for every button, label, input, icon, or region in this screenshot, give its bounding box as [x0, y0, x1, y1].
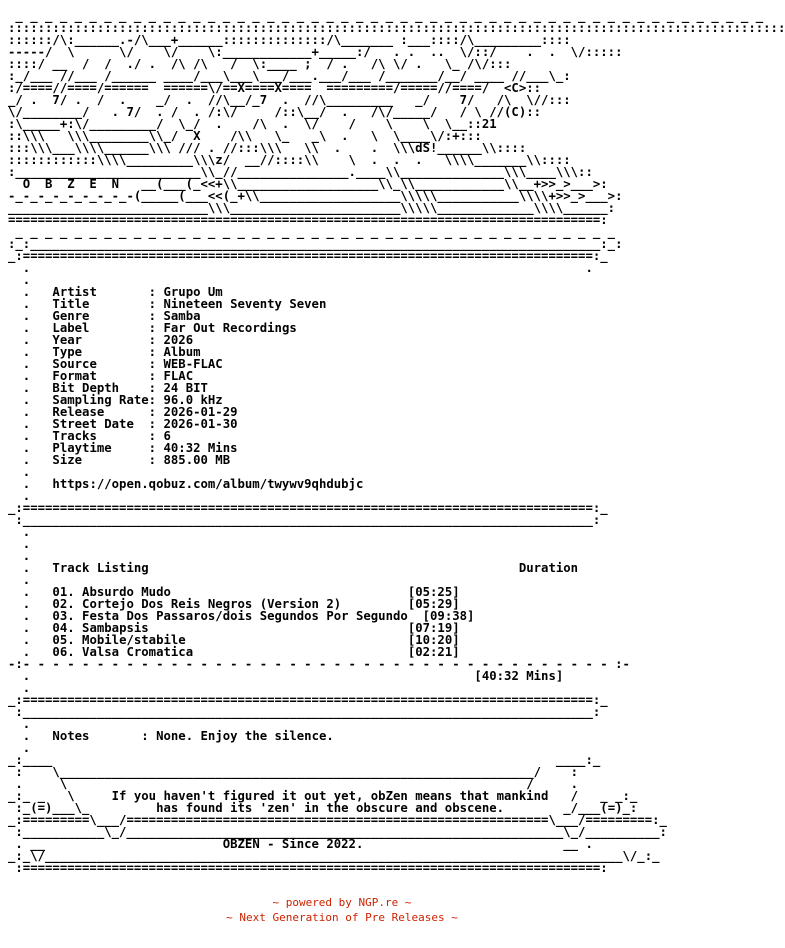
track-number: 06.: [52, 645, 75, 659]
nfo-document: _ _ _ _ _ _ _ _ _ _ _ _ _ _ _ _ _ _ _ _ _ _ _ _ _ _ _ _ _ _ _ _ _ _ _ _ _ _ _ _ _ _ _ _ _ _ _ _ _ _ _ ::::::::::::::::::::::::::::::::::::::::::::::::::::::::::::::::::::::::::::::::::::::::::::::::::::::::: ::::::/\:______.-/\___+______::::::::::::::/\_______ :___::::/\_________:::: -----/ \ \/ \/ \:____________+_____:/ . . .. \/::/ . . \/::::: ::::/ __ / / ./ . /\ /\ / \:____ ; / . /\ \/ . \_ /\/::: :_/___ //___ /______ ____/___\___\___/___.___/___ /_______/__/ ____ //___\_: :/====//====/====== ======\/==X====X==== =========/=====//====/ <C>:: _/ . 7/ . / . _/ . //\__/_7 . //\_________ _/ 7/ /\ \//::: \/________/ . 7/ . / . /:\/ /::\__/ . /\/_____/ / \ //(C):: :\_____+:\/_________/ \_/ . /\ . \/ / \ \ \__::21 ::\\\ \\\________\\_/ X /\\ \_ _\ . \ \____\/:+::: :::\\\___\\\\______\\\ /// . //:::\\\ \\ . . \\\dS!______\\:::: ::::::::::::\\\\_________\\\z/ __//::::\\ \ . . . \\\\_______\\:::: :_________________________\\_//_______________.____\\______________\\\____\\\:: O B Z E N __(___(_<<+\\___________________\\_\\____________\\__+>>_>___>: -_-_-_-_-_-_-_-_-(_____(___<<(_+\\___________________\\\\\___________\\\\+>>_>___>: ___________________________\\\_______________________\\\\\_____________\\\\______: ================================================================================: _ _ _ _ _ _ _ _ _ _ _ _ _ _ _ _ _ _ _ _ _ _ _ _ _ _ _ _ _ _ _ _ _ _ _ _ _ _ _ _ _ :_:_____________________________________________________________________________:_: _:=============================================================================:_ . . . . Artist : Grupo Um . Title : Nineteen Seventy Seven . Genre : Samba . Label : Far Out Recordings . Year : 2026 . Type : Album . Source : WEB-FLAC . Format : FLAC . Bit Depth : 24 BIT . Sampling Rate: 96.0 kHz . Release : 2026-01-29 . Street Date : 2026-01-30 . Tracks : 6 . Playtime : 40:32 Mins . Size : 885.00 MB . . https://open.qobuz.com/album/twywv9qhdubjc . _:=============================================================================:_ :_____________________________________________________________________________: . . . . Track Listing Duration . . 01. Absurdo Mudo [05:25] . 02. Cortejo Dos Reis Negros (Version 2) [05:29] . 03. Festa Dos Passaros/dois Segundos Por Segundo [09:38] . 04. Sambapsis [07:19] . 05. Mobile/stabile [10:20] . 06. Valsa Cromatica [02:21] -:- - - - - - - - - - - - - - - - - - - - - - - - - - - - - - - - - - - - - - - - :- . [40:32 Mins] . _:=============================================================================:_ :_____________________________________________________________________________: . . Notes : None. Enjoy the silence. . _:____ ____:_ : \________________________________________________________________/ : . \ / . _:_ _ \ If you haven't figured it out yet, obZen means that mankind / _ _:_ :_(=)___\_ has found its 'zen' in the obscure and obscene. _/___(=)_: _:=========\___/=========================================================\___/=========:_ :___________\_/___________________________________________________________\_/__________: . __ OBZEN - Since 2022. __ . _:_\/______________________________________________________________________________\/_:_ :==============================================================================:: [8, 9, 785, 875]
track-number: 03.: [52, 609, 75, 623]
info-label: Year: [52, 333, 149, 347]
track-number: 01.: [52, 585, 75, 599]
info-label: Playtime: [52, 441, 149, 455]
info-value: WEB-FLAC: [163, 357, 223, 371]
track-title: Valsa Cromatica: [82, 645, 194, 659]
track-duration: [09:38]: [422, 609, 475, 623]
banner-art: _ _ _ _ _ _ _ _ _ _ _ _ _ _ _ _ _ _ _ _ _ _ _ _ _ _ _ _ _ _ _ _ _ _ _ _ _ _ _ _ _ _ _ _ _ _ _ _ _ _ _ ::::::::::::::::::::::::::::::::::::::::::::::::::::::::::::::::::::::::::::::::::::::::::::::::::::::::: ::::::/\:______.-/\___+______::::::::::::::/\_______ :___::::/\_________:::: -----/ \ \/ \/ \:____________+_____:/ . . .. \/::/ . . \/::::: ::::/ __ / / ./ . /\ /\ / \:____ ; / . /\ \/ . \_ /\/::: :_/___ //___ /______ ____/___\___\___/___.___/___ /_______/__/ ____ //___\_: :/====//====/====== ======\/==X====X==== =========/=====//====/ <C>:: _/ . 7/ . / . _/ . //\__/_7 . //\_________ _/ 7/ /\ \//::: \/________/ . 7/ . / . /:\/ /::\__/ . /\/_____/ / \ //(C):: :\_____+:\/_________/ \_/ . /\ . \/ / \ \ \__::21 ::\\\ \\\________\\_/ X /\\ \_ _\ . \ \____\/:+::: :::\\\___\\\\______\\\ /// . //:::\\\ \\ . . \\\dS!______\\:::: ::::::::::::\\\\_________\\\z/ __//::::\\ \ . . . \\\\_______\\:::: :_________________________\\_//_______________.____\\______________\\\____\\\:: O B Z E N __(___(_<<+\\___________________\\_\\____________\\__+>>_>___>: -_-_-_-_-_-_-_-_-(_____(___<<(_+\\___________________\\\\\___________\\\\+>>_>___>: ___________________________\\\_______________________\\\\\_____________\\\\______: ================================================================================:: [8, 9, 785, 227]
track-title: Sambapsis: [82, 621, 149, 635]
total-playtime: [40:32 Mins]: [474, 669, 564, 683]
track-number: 02.: [52, 597, 75, 611]
track-duration: [07:19]: [407, 621, 460, 635]
info-value: 885.00 MB: [163, 453, 231, 467]
track-duration: [10:20]: [407, 633, 460, 647]
info-label: Type: [52, 345, 149, 359]
info-label: Artist: [52, 285, 149, 299]
info-value: 2026-01-30: [163, 417, 238, 431]
info-label: Bit Depth: [52, 381, 149, 395]
duration-header: Duration: [518, 561, 579, 575]
track-duration: [05:25]: [407, 585, 460, 599]
quote-line-1: If you haven't figured it out yet, obZen means that mankind: [111, 789, 549, 803]
track-duration: [05:29]: [407, 597, 460, 611]
info-value: Grupo Um: [163, 285, 223, 299]
info-value: Album: [163, 345, 201, 359]
info-label: Size: [52, 453, 149, 467]
info-label: Source: [52, 357, 149, 371]
footer-powered-by: [0, 896, 700, 910]
track-duration: [02:21]: [407, 645, 460, 659]
footer-line-1: ~ powered by NGP.re ~: [272, 896, 412, 909]
quote-line-2: has found its 'zen' in the obscure and obscene.: [156, 801, 505, 815]
info-value: 96.0 kHz: [163, 393, 223, 407]
info-label: Tracks: [52, 429, 149, 443]
info-label: Label: [52, 321, 149, 335]
info-value: Nineteen Seventy Seven: [163, 297, 327, 311]
album-url-link[interactable]: https://open.qobuz.com/album/twywv9qhdubjc: [52, 477, 364, 491]
notes-label: Notes: [52, 729, 90, 743]
info-value: FLAC: [163, 369, 194, 383]
info-label: Format: [52, 369, 149, 383]
info-label: Genre: [52, 309, 149, 323]
footer-tagline: [0, 911, 700, 925]
track-title: Absurdo Mudo: [82, 585, 171, 599]
info-label: Release: [52, 405, 149, 419]
info-value: 24 BIT: [163, 381, 208, 395]
info-label: Street Date: [52, 417, 149, 431]
info-value: 2026-01-29: [163, 405, 238, 419]
track-number: 04.: [52, 621, 75, 635]
footer-line-2: ~ Next Generation of Pre Releases ~: [226, 911, 458, 924]
notes-text: None. Enjoy the silence.: [156, 729, 334, 743]
track-title: Cortejo Dos Reis Negros (Version 2): [82, 597, 342, 611]
since-line: OBZEN - Since 2022.: [222, 837, 364, 851]
info-value: Far Out Recordings: [163, 321, 297, 335]
top-rule: _ _ _ _ _ _ _ _ _ _ _ _ _ _ _ _ _ _ _ _ _ _ _ _ _ _ _ _ _ _ _ _ _ _ _ _ _ _ _ _ _ :_:_____________________________________________________________________________:_: _:=============================================================================:_ . .: [8, 225, 623, 275]
info-value: 6: [163, 429, 171, 443]
track-title: Festa Dos Passaros/dois Segundos Por Segundo: [82, 609, 408, 623]
info-label: Title: [52, 297, 149, 311]
track-title: Mobile/stabile: [82, 633, 186, 647]
track-number: 05.: [52, 633, 75, 647]
tracklist-header: Track Listing: [52, 561, 149, 575]
info-value: Samba: [163, 309, 201, 323]
info-label: Sampling Rate: [52, 393, 149, 407]
info-value: 40:32 Mins: [163, 441, 238, 455]
info-value: 2026: [163, 333, 194, 347]
